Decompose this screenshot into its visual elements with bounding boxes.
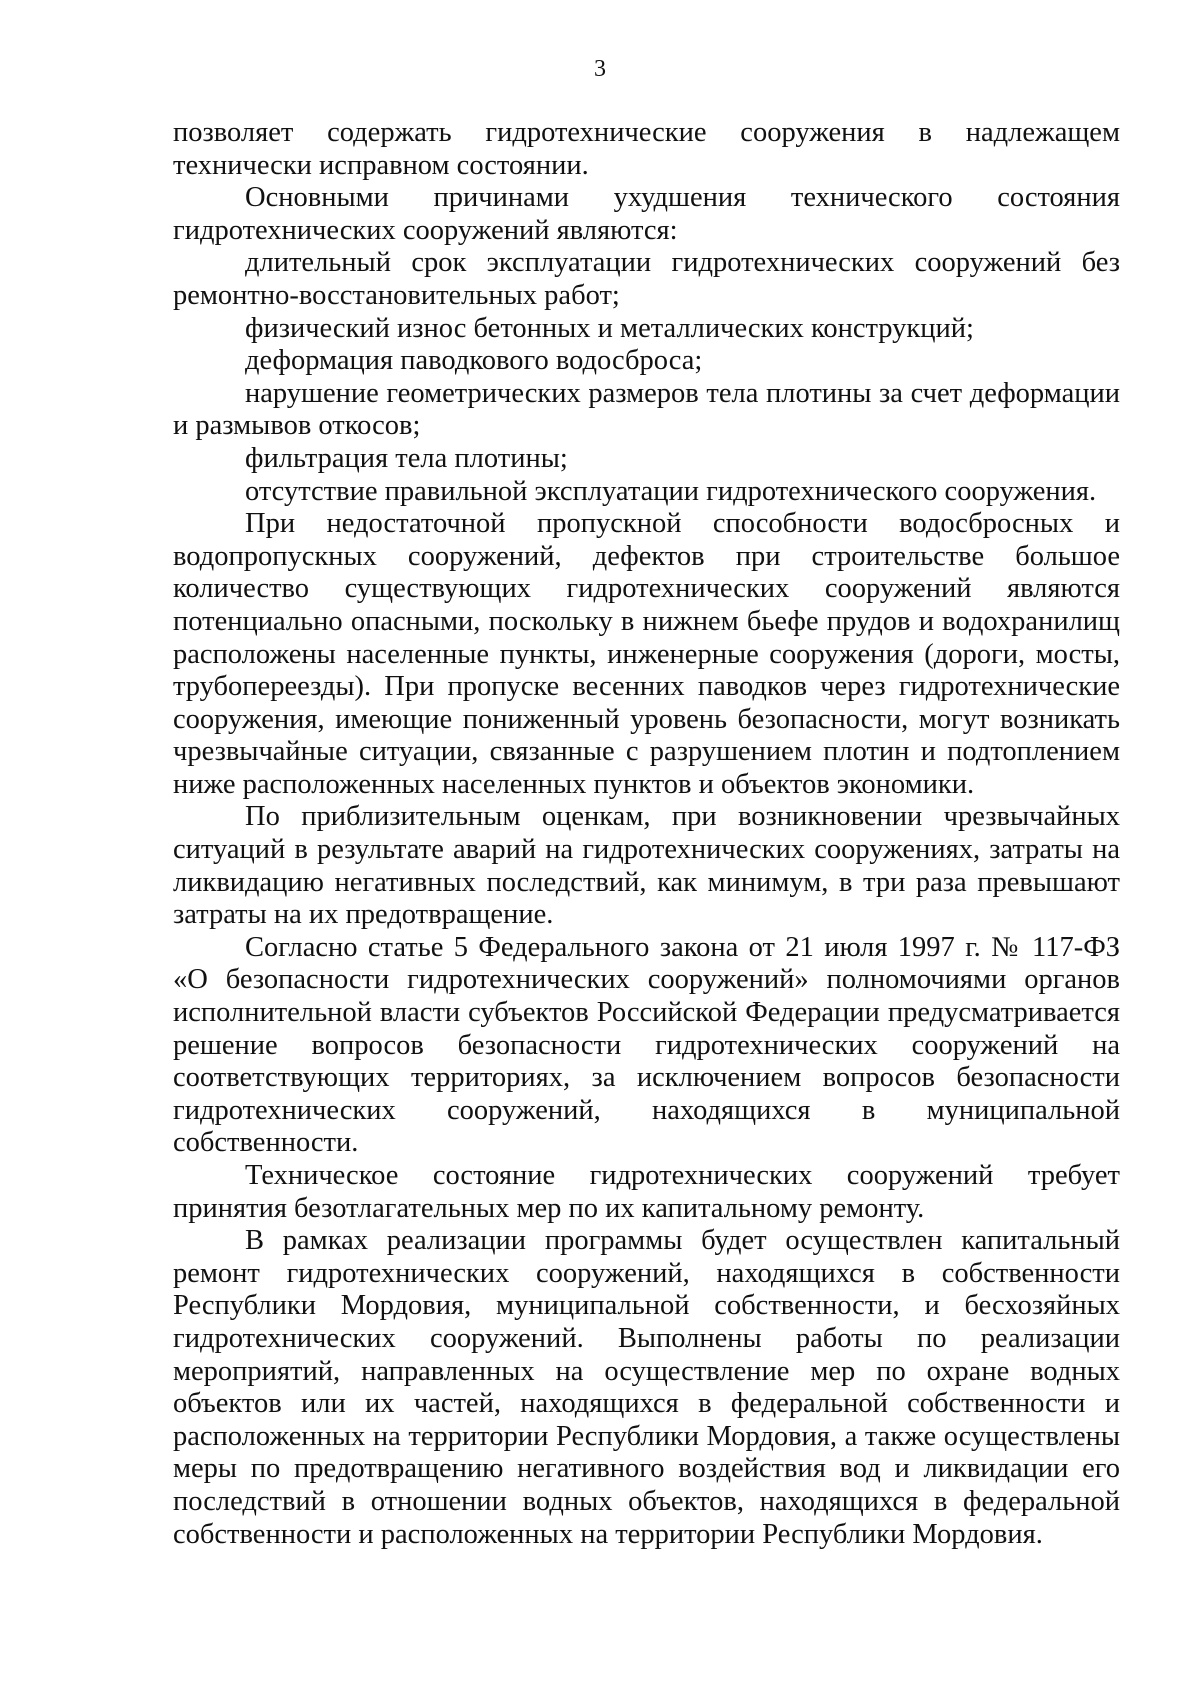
- document-body: [173, 117, 1120, 1551]
- paragraph-causes-intro: Основными причинами ухудшения технического состояния гидротехнических сооружений являются:: [173, 182, 1120, 246]
- paragraph-cause-operation: отсутствие правильной эксплуатации гидротехнического сооружения.: [245, 475, 1097, 507]
- paragraph-cause-dam-geometry: нарушение геометрических размеров тела плотины за счет деформации и размывов откосов;: [173, 377, 1120, 442]
- paragraph-cause-physical-wear: физический износ бетонных и металлических конструкций;: [245, 312, 974, 344]
- paragraph-cause-service-life: длительный срок эксплуатации гидротехнических сооружений без ремонтно-восстановительных работ;: [173, 247, 1120, 311]
- paragraph-cause-spillway-deformation: деформация паводкового водосброса;: [245, 345, 703, 377]
- paragraph-continuation: позволяет содержать гидротехнические сооружения в надлежащем технически исправном состоянии.: [173, 117, 1120, 181]
- paragraph-technical-state: Техническое состояние гидротехнических сооружений требует принятия безотлагательных мер по их капитальному ремонту.: [173, 1160, 1120, 1224]
- paragraph-costs: По приблизительным оценкам, при возникновении чрезвычайных ситуаций в результате аварий на гидротехнических сооружениях, затраты на ликвидацию негативных последствий, как минимум, в три раза превышают затраты на их предотвращение.: [173, 801, 1120, 931]
- paragraph-federal-law: Согласно статье 5 Федерального закона от 21 июля 1997 г. № 117-ФЗ «О безопасности гидротехнических сооружений» полномочиями органов исполнительной власти субъектов Российской Федерации предусматривается решение вопросов безопасности гидротехнических сооружений на соответствующих территориях, за исключением вопросов безопасности гидротехнических сооружений, находящихся в муниципальной собственности.: [173, 931, 1120, 1159]
- paragraph-danger: При недостаточной пропускной способности водосбросных и водопропускных сооружений, дефектов при строительстве большое количество существующих гидротехнических сооружений являются потенциально опасными, поскольку в нижнем бьефе прудов и водохранилищ расположены населенные пункты, инженерные сооружения (дороги, мосты, трубопереезды). При пропуске весенних паводков через гидротехнические сооружения, имеющие пониженный уровень безопасности, могут возникать чрезвычайные ситуации, связанные с разрушением плотин и подтоплением ниже расположенных населенных пунктов и объектов экономики.: [173, 508, 1120, 800]
- paragraph-cause-filtration: фильтрация тела плотины;: [245, 442, 568, 474]
- page-number: 3: [594, 56, 606, 82]
- paragraph-program: В рамках реализации программы будет осуществлен капитальный ремонт гидротехнических сооружений, находящихся в собственности Республики Мордовия, муниципальной собственности, и бесхозяйных гидротехнических сооружений. Выполнены работы по реализации мероприятий, направленных на осуществление мер по охране водных объектов или их частей, находящихся в федеральной собственности и расположенных на территории Республики Мордовия, а также осуществлены меры по предотвращению негативного воздействия вод и ликвидации его последствий в отношении водных объектов, находящихся в федеральной собственности и расположенных на территории Республики Мордовия.: [173, 1225, 1120, 1550]
